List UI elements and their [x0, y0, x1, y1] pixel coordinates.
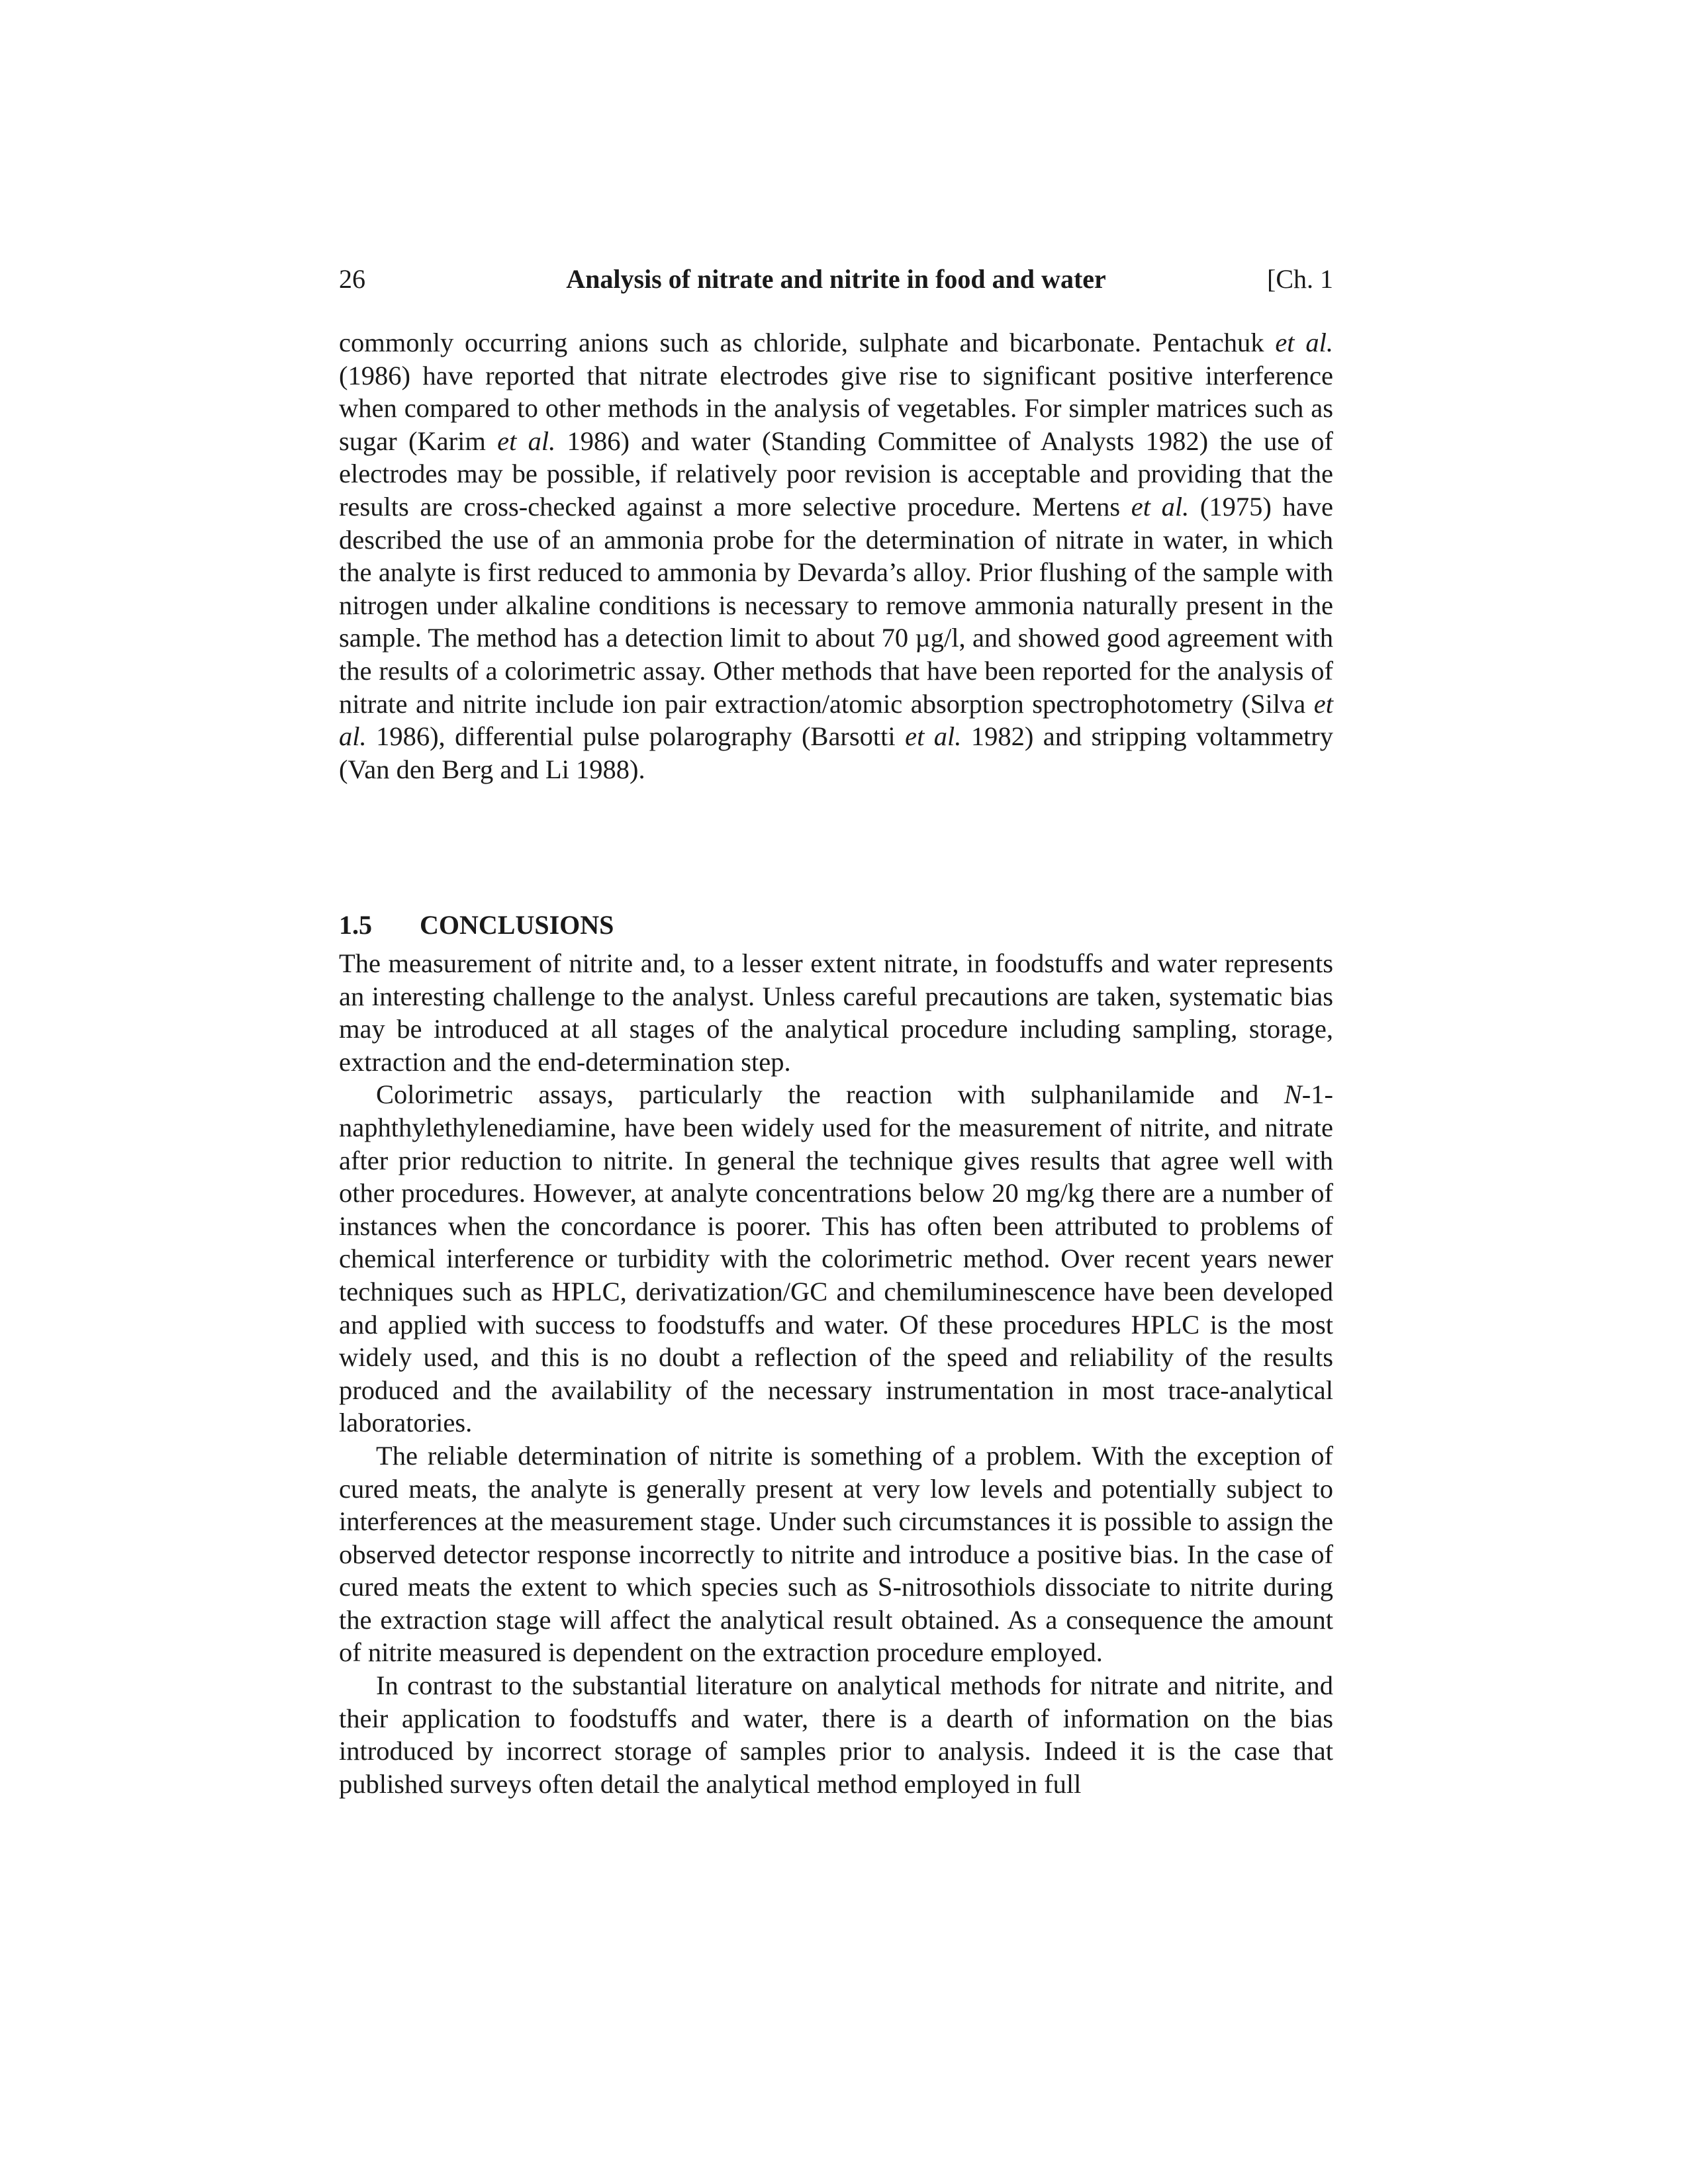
- text-run: 1986), differential pulse polarography (Barsotti: [366, 721, 906, 752]
- text-run: 1986) and water (Standing Committee of Analysts 1982) the use of electrodes may be possible, if relatively poor revision is acceptable and providing that the results are cross-checked against a more selective procedure. Mertens: [339, 426, 1333, 522]
- paragraph: In contrast to the substantial literature on analytical methods for nitrate and nitrite, and their application to foodstuffs and water, there is a dearth of information on the bias introduced by incorrect storage of samples prior to analysis. Indeed it is the case that published surveys often detail the analytical method employed in full: [339, 1670, 1333, 1799]
- section-number: 1.5: [339, 910, 372, 940]
- page-header: [339, 259, 1333, 299]
- text-run: -1-naphthylethylenediamine, have been widely used for the measurement of nitrite, and nitrate after prior reduction to nitrite. In general the technique gives results that agree well with other procedures. However, at analyte concentrations below 20 mg/kg there are a number of instances when the concordance is poorer. This has often been attributed to problems of chemical interference or turbidity with the colorimetric method. Over recent years newer techniques such as HPLC, derivatization/GC and chemiluminescence have been developed and applied with success to foodstuffs and water. Of these procedures HPLC is the most widely used, and this is no doubt a reflection of the speed and reliability of the results produced and the availability of the necessary instrumentation in most trace-analytical laboratories.: [339, 1079, 1333, 1438]
- section-heading: [339, 907, 1333, 944]
- italic-et-al: et al.: [339, 688, 1333, 752]
- page-number: 26: [339, 264, 365, 294]
- italic-et-al: et al.: [1275, 328, 1334, 357]
- paragraph: The measurement of nitrite and, to a lesser extent nitrate, in foodstuffs and water represents an interesting challenge to the analyst. Unless careful precautions are taken, systematic bias may be introduced at all stages of the analytical procedure including sampling, storage, extraction and the end-determination step.: [339, 948, 1333, 1077]
- italic-et-al: et al.: [1131, 491, 1190, 522]
- text-run: (1986) have reported that nitrate electrodes give rise to significant positive interference when compared to other methods in the analysis of vegetables. For simpler matrices such as sugar (Karim: [339, 360, 1333, 456]
- running-title: Analysis of nitrate and nitrite in food and water: [566, 264, 1106, 294]
- italic-et-al: et al.: [497, 426, 556, 456]
- text-run: (1975) have described the use of an ammonia probe for the determination of nitrate in water, in which the analyte is first reduced to ammonia by Devarda’s alloy. Prior flushing of the sample with nitrogen under alkaline conditions is necessary to remove ammonia naturally present in the sample. The method has a detection limit to about 70 µg/l, and showed good agreement with the results of a colorimetric assay. Other methods that have been reported for the analysis of nitrate and nitrite include ion pair extraction/atomic absorption spectrophotometry (Silva: [339, 491, 1333, 719]
- italic-et-al: et al.: [905, 721, 962, 752]
- paragraph: The reliable determination of nitrite is something of a problem. With the exception of cured meats, the analyte is generally present at very low levels and potentially subject to interferences at the measurement stage. Under such circumstances it is possible to assign the observed detector response incorrectly to nitrite and introduce a positive bias. In the case of cured meats the extent to which species such as S-nitrosothiols dissociate to nitrite during the extraction stage will affect the analytical result obtained. As a consequence the amount of nitrite measured is dependent on the extraction procedure employed.: [339, 1440, 1333, 1668]
- conclusions-text: [339, 947, 1333, 1800]
- continuation-text: [339, 326, 1333, 786]
- paragraph: [339, 1078, 1333, 1439]
- text-run: commonly occurring anions such as chloride, sulphate and bicarbonate. Pentachuk: [339, 328, 1276, 357]
- paragraph: [339, 326, 1333, 786]
- italic-n: N: [1284, 1079, 1302, 1110]
- text-run: Colorimetric assays, particularly the reaction with sulphanilamide and: [376, 1079, 1284, 1110]
- chapter-label: [Ch. 1: [1267, 264, 1333, 294]
- text-run: 1982) and stripping voltammetry (Van den Berg and Li 1988).: [339, 721, 1333, 784]
- section-title: CONCLUSIONS: [420, 910, 614, 940]
